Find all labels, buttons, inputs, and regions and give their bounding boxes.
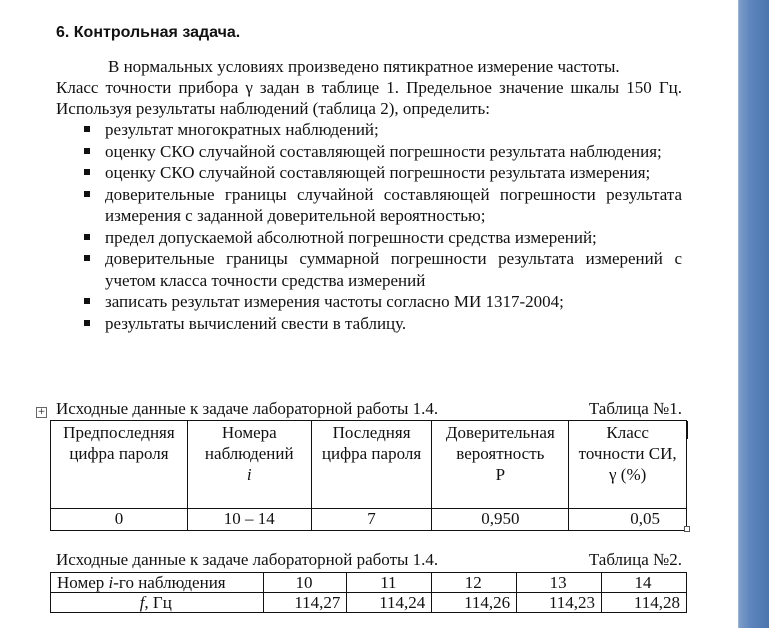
- table-cell[interactable]: 114,27: [263, 593, 347, 613]
- table-cell[interactable]: 10 – 14: [187, 509, 311, 531]
- table-cell[interactable]: 7: [311, 509, 432, 531]
- table1-caption-text: Исходные данные к задаче лабораторной работы 1.4.: [56, 399, 439, 418]
- list-item: результат многократных наблюдений;: [84, 119, 682, 141]
- table-row: [51, 573, 687, 593]
- table-cell[interactable]: 114,28: [602, 593, 687, 613]
- table-cell[interactable]: 12: [432, 573, 517, 593]
- table-row: [51, 593, 687, 613]
- square-bullet-icon: [84, 148, 90, 154]
- header-cell: Класс точности СИ, γ (%): [569, 421, 687, 509]
- task-list: [84, 119, 682, 334]
- table-cell[interactable]: 0: [51, 509, 188, 531]
- row-label: f, Гц: [51, 593, 264, 613]
- table-resize-handle[interactable]: [684, 526, 690, 532]
- square-bullet-icon: [84, 298, 90, 304]
- table-cell[interactable]: 114,26: [432, 593, 517, 613]
- list-item: доверительные границы случайной составляющей погрешности результата измерения с заданной доверительной вероятностью;: [84, 184, 682, 227]
- list-item: записать результат измерения частоты согласно МИ 1317-2004;: [84, 291, 682, 313]
- list-item: оценку СКО случайной составляющей погрешности результата измерения;: [84, 162, 682, 184]
- window-sidebar: [738, 0, 769, 628]
- table-cell[interactable]: 10: [263, 573, 347, 593]
- table1-label: Таблица №1.: [588, 399, 682, 418]
- table-cell[interactable]: 0,05: [569, 509, 687, 531]
- table-cell[interactable]: 11: [347, 573, 432, 593]
- square-bullet-icon: [84, 169, 90, 175]
- text-cursor: [686, 421, 688, 439]
- intro-rest: Класс точности прибора γ задан в таблице 1. Предельное значение шкалы 150 Гц. Используя результаты наблюдений (таблица 2), определить:: [56, 78, 682, 118]
- table1-caption: [56, 399, 682, 419]
- list-item: оценку СКО случайной составляющей погрешности результата наблюдения;: [84, 141, 682, 163]
- table-cell[interactable]: 14: [602, 573, 687, 593]
- table2-caption-text: Исходные данные к задаче лабораторной работы 1.4.: [56, 550, 439, 569]
- header-cell: Доверительная вероятность Р: [432, 421, 569, 509]
- header-cell: Предпоследняя цифра пароля: [51, 421, 188, 509]
- row-label: Номер i-го наблюдения: [51, 573, 264, 593]
- table2: [50, 572, 687, 613]
- table-row: [51, 509, 687, 531]
- table-move-handle-icon[interactable]: +: [37, 407, 46, 417]
- square-bullet-icon: [84, 191, 90, 197]
- list-item: предел допускаемой абсолютной погрешности средства измерений;: [84, 227, 682, 249]
- list-item: доверительные границы суммарной погрешности результата измерений с учетом класса точности средства измерений: [84, 248, 682, 291]
- table2-label: Таблица №2.: [588, 550, 682, 569]
- header-cell: Последняя цифра пароля: [311, 421, 432, 509]
- task-intro: [56, 56, 682, 119]
- header-cell: Номера наблюдений i: [187, 421, 311, 509]
- square-bullet-icon: [84, 234, 90, 240]
- table2-caption: [56, 550, 682, 570]
- square-bullet-icon: [84, 126, 90, 132]
- table-header-row: [51, 421, 687, 509]
- square-bullet-icon: [84, 255, 90, 261]
- table1: [50, 420, 687, 531]
- square-bullet-icon: [84, 320, 90, 326]
- table-cell[interactable]: 114,24: [347, 593, 432, 613]
- table-cell[interactable]: 114,23: [517, 593, 602, 613]
- intro-first-line: В нормальных условиях произведено пятикратное измерение частоты.: [108, 57, 620, 76]
- table-cell[interactable]: 13: [517, 573, 602, 593]
- section-heading: 6. Контрольная задача.: [56, 24, 241, 41]
- table-cell[interactable]: 0,950: [432, 509, 569, 531]
- list-item: результаты вычислений свести в таблицу.: [84, 313, 682, 335]
